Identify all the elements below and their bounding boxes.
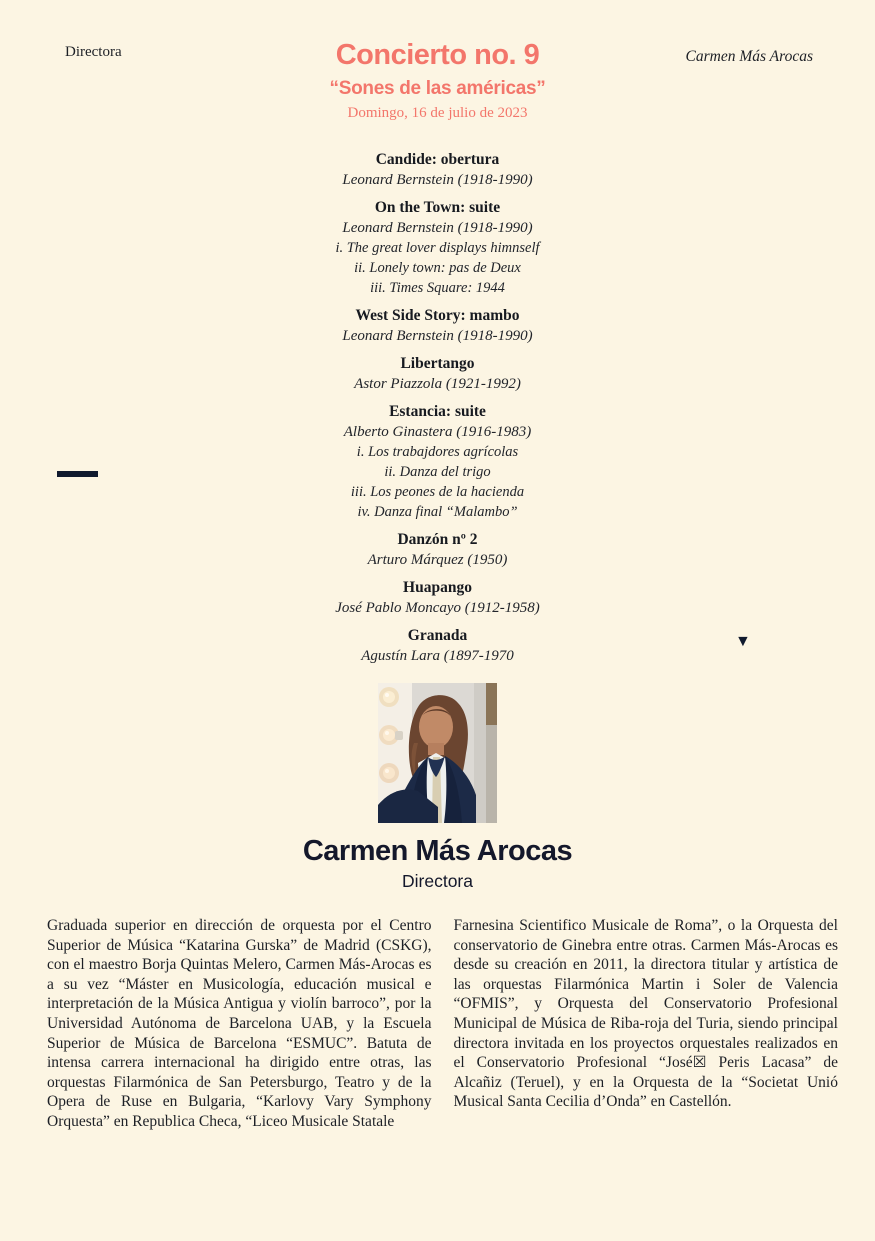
program-entry <box>0 578 875 618</box>
bio-column-left: Graduada superior en dirección de orquesta por el Centro Superior de Música “Katarina Gurska” de Madrid (CSKG), con el maestro Borja Quintas Melero, Carmen Más-Arocas es a su vez “Máster en Musicología, educación musical e interpretación de la Música Antigua y violín barroco”, por la Universidad Autónoma de Barcelona UAB, y la Escuela Superior de Música de Barcelona “ESMUC”. Batuta de intensa carrera internacional ha dirigido entre otras, las orquestas Filarmónica de San Petersburgo, Teatro y de la Opera de Ruse en Bulgaria, “Karlovy Vary Symphony Orquesta” en Republica Checa, “Liceo Musicale Statale <box>47 917 432 1130</box>
artist-block <box>0 836 875 892</box>
program-entry <box>0 306 875 346</box>
header-left-label: Directora <box>65 44 122 60</box>
program-entry <box>0 150 875 190</box>
program-entry <box>0 354 875 394</box>
header-center <box>0 40 875 122</box>
concert-title: Concierto no. 9 <box>335 39 540 71</box>
header-right-artist-name: Carmen Más Arocas <box>685 48 813 65</box>
piece-title: On the Town: suite <box>374 199 501 216</box>
program-entry <box>0 530 875 570</box>
piece-movement: ii. Lonely town: pas de Deux <box>354 260 521 276</box>
piece-movement: ii. Danza del trigo <box>384 464 491 480</box>
artist-name: Carmen Más Arocas <box>302 835 573 867</box>
piece-movement: iii. Times Square: 1944 <box>370 280 505 296</box>
artist-role: Directora <box>402 870 473 891</box>
program-list <box>0 150 875 674</box>
piece-composer: José Pablo Moncayo (1912-1958) <box>335 600 540 616</box>
dash-mark <box>57 471 98 477</box>
piece-movement: iv. Danza final “Malambo” <box>357 504 518 520</box>
piece-movement: i. The great lover displays himnself <box>335 240 540 256</box>
piece-title: Libertango <box>400 355 475 372</box>
piece-composer: Alberto Ginastera (1916-1983) <box>343 424 532 440</box>
piece-composer: Leonard Bernstein (1918-1990) <box>342 220 533 236</box>
biography <box>47 916 838 1132</box>
piece-title: Huapango <box>403 579 472 596</box>
piece-title: Danzón nº 2 <box>397 531 478 548</box>
piece-title: Estancia: suite <box>389 403 486 420</box>
piece-title: Candide: obertura <box>375 151 500 168</box>
piece-title: West Side Story: mambo <box>355 307 520 324</box>
concert-date: Domingo, 16 de julio de 2023 <box>347 104 528 121</box>
piece-movement: iii. Los peones de la hacienda <box>350 484 525 500</box>
program-entry <box>0 198 875 298</box>
piece-composer: Agustín Lara (1897-1970 <box>361 648 514 664</box>
piece-composer: Arturo Márquez (1950) <box>367 552 508 568</box>
piece-composer: Leonard Bernstein (1918-1990) <box>342 328 533 344</box>
program-entry <box>0 402 875 522</box>
piece-composer: Astor Piazzola (1921-1992) <box>354 376 521 392</box>
down-triangle-icon: ▼ <box>735 633 751 650</box>
piece-movement: i. Los trabajdores agrícolas <box>356 444 519 460</box>
concert-subtitle: “Sones de las américas” <box>329 77 546 99</box>
conductor-portrait-photo <box>378 683 497 823</box>
bio-column-right: Farnesina Scientifico Musicale de Roma”, o la Orquesta del conservatorio de Ginebra entre otras. Carmen Más-Arocas es desde su creación en 2011, la directora titular y artística de las orquestas Filarmónica Martin i Soler de Valencia “OFMIS”, y Orquesta del Conservatorio Profesional Municipal de Música de Riba-roja del Turia, siendo principal directora invitada en los proyectos orquestales realizados en el Conservatorio Profesional “José☒ Peris Lacasa” de Alcañiz (Teruel), y en la Orquesta de la “Societat Unió Musical Santa Cecilia d’Onda” en Castellón. <box>453 917 838 1111</box>
piece-title: Granada <box>407 627 468 644</box>
piece-composer: Leonard Bernstein (1918-1990) <box>342 172 533 188</box>
portrait-illustration <box>378 683 497 823</box>
